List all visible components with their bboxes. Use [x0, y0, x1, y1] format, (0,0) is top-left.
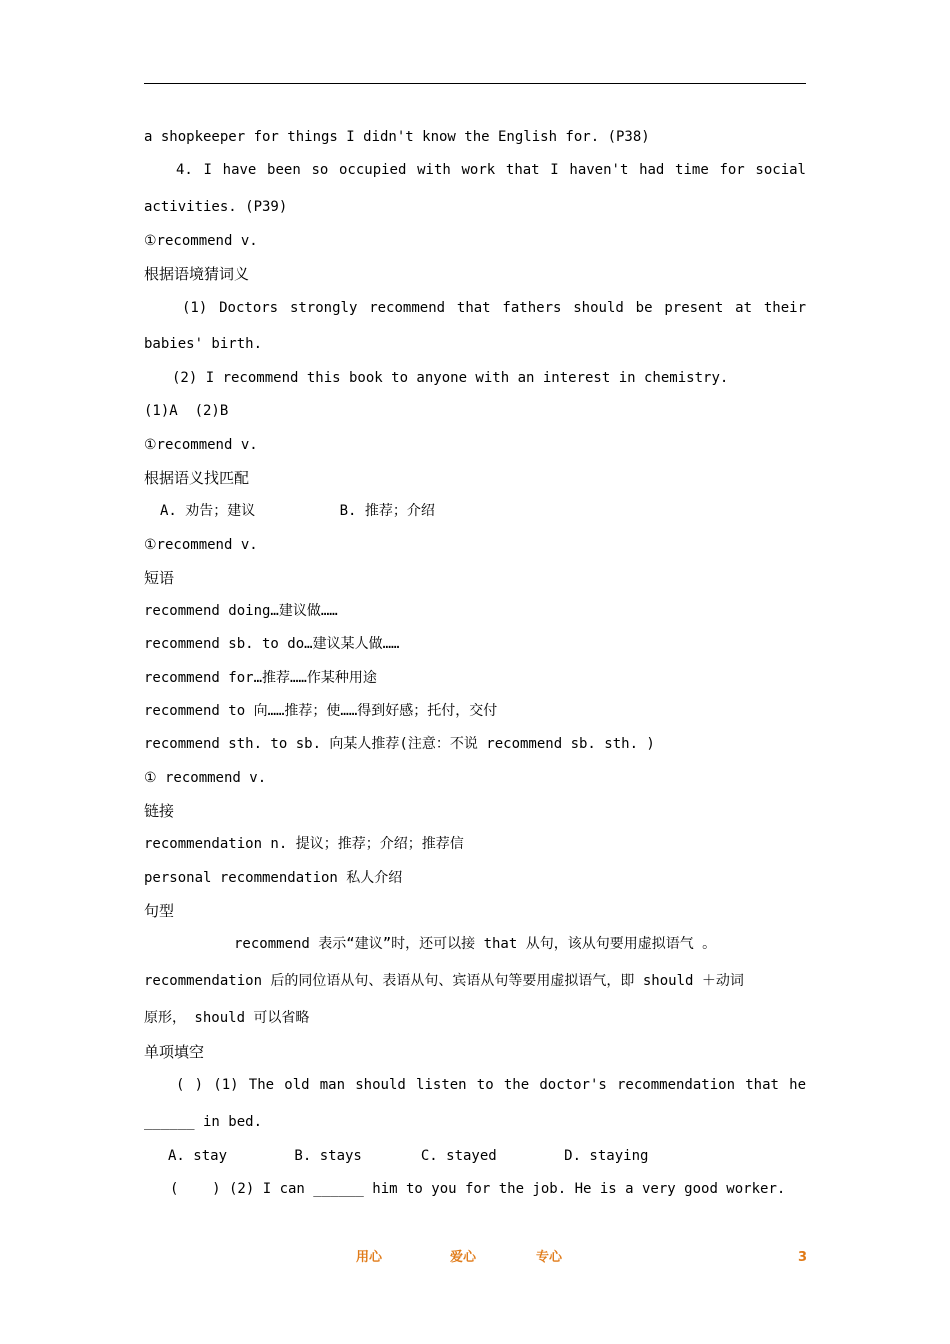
text-line: (1)A (2)B: [144, 403, 229, 419]
text-line: ①recommend v.: [144, 537, 258, 553]
text-line: 原形， should 可以省略: [144, 1010, 310, 1026]
footer-left: 用心: [356, 1250, 383, 1265]
text-line: (2) I recommend this book to anyone with an interest in chemistry.: [172, 370, 729, 386]
footer-right: 专心: [536, 1250, 563, 1265]
section-heading: 短语: [144, 569, 175, 587]
header-rule: [144, 83, 806, 84]
text-line: a shopkeeper for things I didn't know the English for. (P38): [144, 129, 650, 145]
text-line: babies' birth.: [144, 336, 263, 352]
section-heading: 单项填空: [144, 1043, 205, 1061]
text-line: 4. I have been so occupied with work that I haven't had time for social: [176, 162, 806, 178]
page-number: 3: [798, 1250, 808, 1265]
text-line: ① recommend v.: [144, 770, 267, 786]
section-heading: 根据语境猜词义: [144, 265, 250, 283]
text-line: recommend to 向……推荐；使……得到好感；托付，交付: [144, 703, 498, 719]
answer-options: A. stay B. stays C. stayed D. staying: [168, 1148, 649, 1164]
text-line: recommend sth. to sb. 向某人推荐(注意：不说 recommend sb. sth. ): [144, 736, 655, 752]
question-line: ( ) (1) The old man should listen to the doctor's recommendation that he: [176, 1077, 806, 1093]
section-heading: 链接: [144, 802, 175, 820]
section-heading: 句型: [144, 902, 175, 920]
text-line: recommendation 后的同位语从句、表语从句、宾语从句等要用虚拟语气，即 should ＋动词: [144, 973, 744, 989]
text-line: ①recommend v.: [144, 233, 258, 249]
text-line: recommend sb. to do…建议某人做……: [144, 636, 400, 652]
text-line: recommendation n. 提议；推荐；介绍；推荐信: [144, 836, 464, 852]
text-line: recommend for…推荐……作某种用途: [144, 670, 377, 686]
text-line: A. 劝告；建议 B. 推荐；介绍: [160, 503, 435, 519]
text-line: ______ in bed.: [144, 1114, 263, 1130]
text-line: (1) Doctors strongly recommend that fathers should be present at their: [182, 300, 806, 316]
footer-middle: 爱心: [450, 1250, 477, 1265]
section-heading: 根据语义找匹配: [144, 469, 250, 487]
text-line: activities. (P39): [144, 199, 288, 215]
text-line: personal recommendation 私人介绍: [144, 870, 403, 886]
text-line: recommend doing…建议做……: [144, 603, 338, 619]
question-line: ( ) (2) I can ______ him to you for the job. He is a very good worker.: [170, 1181, 786, 1197]
text-line: recommend 表示“建议”时，还可以接 that 从句，该从句要用虚拟语气 。: [234, 936, 717, 952]
text-line: ①recommend v.: [144, 437, 258, 453]
